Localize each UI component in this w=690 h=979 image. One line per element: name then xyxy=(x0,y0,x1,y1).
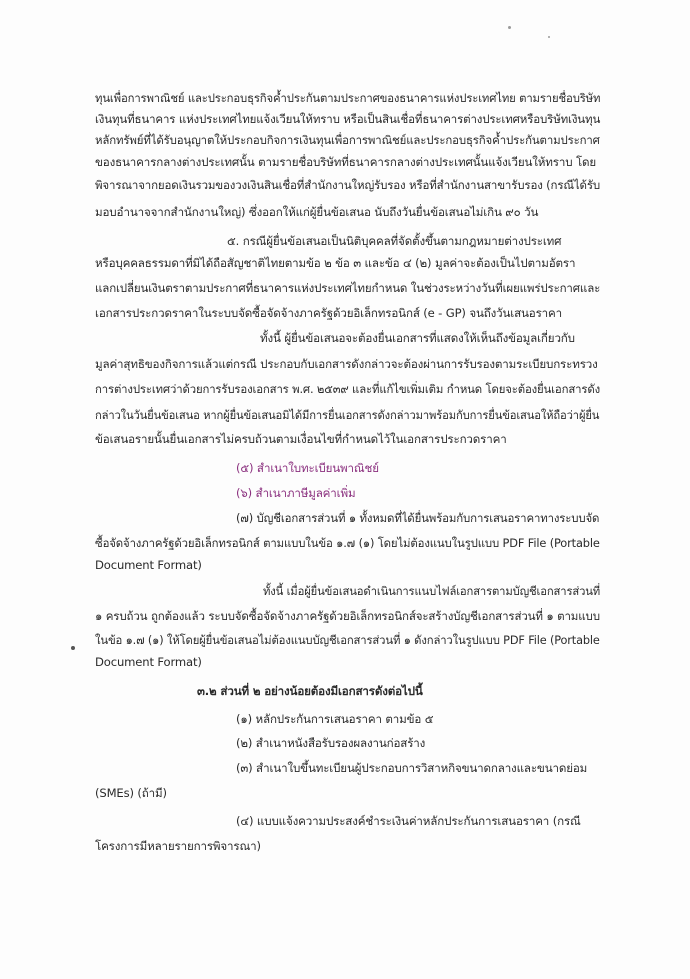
list-item: (๒) สำเนาหนังสือรับรองผลงานก่อสร้าง xyxy=(236,736,426,750)
list-item-commercial-registration: (๕) สำเนาใบทะเบียนพาณิชย์ xyxy=(236,461,379,475)
text-line: มอบอำนาจจากสำนักงานใหญ่) ซึ่งออกให้แก่ผู้ยื่นข้อเสนอ นับถึงวันยื่นข้อเสนอไม่เกิน ๙๐ วัน xyxy=(95,205,539,219)
scan-speck xyxy=(71,646,75,650)
text-line: ในข้อ ๑.๗ (๑) ให้โดยผู้ยื่นข้อเสนอไม่ต้องแนบบัญชีเอกสารส่วนที่ ๑ ดังกล่าวในรูปแบบ PDF File (Portable xyxy=(95,633,600,647)
text-line: มูลค่าสุทธิของกิจการแล้วแต่กรณี ประกอบกับเอกสารดังกล่าวจะต้องผ่านการรับรองตามระเบียบกระทรวง xyxy=(95,357,598,371)
text-line: หรือบุคคลธรรมดาที่มิได้ถือสัญชาติไทยตามข้อ ๒ ข้อ ๓ และข้อ ๔ (๒) มูลค่าจะต้องเป็นไปตามอัตรา xyxy=(95,256,576,270)
list-item: (๑) หลักประกันการเสนอราคา ตามข้อ ๕ xyxy=(236,712,434,726)
text-line: (SMEs) (ถ้ามี) xyxy=(95,786,167,800)
list-item-vat: (๖) สำเนาภาษีมูลค่าเพิ่ม xyxy=(236,486,356,500)
list-item-document-list: (๗) บัญชีเอกสารส่วนที่ ๑ ทั้งหมดที่ได้ยื่นพร้อมกับการเสนอราคาทางระบบจัด xyxy=(236,511,600,525)
list-item: (๔) แบบแจ้งความประสงค์ชำระเงินค่าหลักประกันการเสนอราคา (กรณี xyxy=(236,814,581,828)
text-line: Document Format) xyxy=(95,558,202,572)
text-line: โครงการมีหลายรายการพิจารณา) xyxy=(95,839,261,853)
text-line: เอกสารประกวดราคาในระบบจัดซื้อจัดจ้างภาครัฐด้วยอิเล็กทรอนิกส์ (e - GP) จนถึงวันเสนอราคา xyxy=(95,306,562,320)
text-line: เงินทุนที่ธนาคาร แห่งประเทศไทยแจ้งเวียนให้ทราบ หรือเป็นสินเชื่อที่ธนาคารต่างประเทศหรือบริษัทเงินทุน xyxy=(95,112,601,126)
list-item: (๓) สำเนาใบขึ้นทะเบียนผู้ประกอบการวิสาหกิจขนาดกลางและขนาดย่อม xyxy=(236,761,588,775)
text-line: ทั้งนี้ เมื่อผู้ยื่นข้อเสนอดำเนินการแนบไฟล์เอกสารตามบัญชีเอกสารส่วนที่ xyxy=(263,584,601,598)
text-line: พิจารณาจากยอดเงินรวมของวงเงินสินเชื่อที่สำนักงานใหญ่รับรอง หรือที่สำนักงานสาขารับรอง (กรณีได้รับ xyxy=(95,178,601,192)
text-line: ทั้งนี้ ผู้ยื่นข้อเสนอจะต้องยื่นเอกสารที่แสดงให้เห็นถึงข้อมูลเกี่ยวกับ xyxy=(260,331,575,345)
text-line: ๑ ครบถ้วน ถูกต้องแล้ว ระบบจัดซื้อจัดจ้างภาครัฐด้วยอิเล็กทรอนิกส์จะสร้างบัญชีเอกสารส่วนที่ ๑ ตามแบบ xyxy=(95,609,600,623)
text-line: การต่างประเทศว่าด้วยการรับรองเอกสาร พ.ศ. ๒๕๓๙ และที่แก้ไขเพิ่มเติม กำหนด โดยจะต้องยื่นเอกสารดัง xyxy=(95,382,601,396)
text-line: หลักทรัพย์ที่ได้รับอนุญาตให้ประกอบกิจการเงินทุนเพื่อการพาณิชย์และประกอบธุรกิจค้ำประกันตามประกาศ xyxy=(95,133,600,147)
scan-speck xyxy=(548,36,550,38)
text-line: ๕. กรณีผู้ยื่นข้อเสนอเป็นนิติบุคคลที่จัดตั้งขึ้นตามกฎหมายต่างประเทศ xyxy=(227,234,562,248)
text-line: Document Format) xyxy=(95,655,202,669)
text-line: กล่าวในวันยื่นข้อเสนอ หากผู้ยื่นข้อเสนอมิได้มีการยื่นเอกสารดังกล่าวมาพร้อมกับการยื่นข้อเสนอให้ถือว่าผู้ยื่น xyxy=(95,408,600,422)
text-line: ซื้อจัดจ้างภาครัฐด้วยอิเล็กทรอนิกส์ ตามแบบในข้อ ๑.๗ (๑) โดยไม่ต้องแนบในรูปแบบ PDF File (Portable xyxy=(95,536,600,550)
scan-speck xyxy=(508,26,511,29)
text-line: ทุนเพื่อการพาณิชย์ และประกอบธุรกิจค้ำประกันตามประกาศของธนาคารแห่งประเทศไทย ตามรายชื่อบริษัท xyxy=(95,91,601,105)
text-line: แลกเปลี่ยนเงินตราตามประกาศที่ธนาคารแห่งประเทศไทยกำหนด ในช่วงระหว่างวันที่เผยแพร่ประกาศและ xyxy=(95,281,601,295)
section-heading: ๓.๒ ส่วนที่ ๒ อย่างน้อยต้องมีเอกสารดังต่อไปนี้ xyxy=(197,684,423,698)
text-line: ข้อเสนอรายนั้นยื่นเอกสารไม่ครบถ้วนตามเงื่อนไขที่กำหนดไว้ในเอกสารประกวดราคา xyxy=(95,432,507,446)
text-line: ของธนาคารกลางต่างประเทศนั้น ตามรายชื่อบริษัทที่ธนาคารกลางต่างประเทศนั้นแจ้งเวียนให้ทราบ โดย xyxy=(95,155,597,169)
